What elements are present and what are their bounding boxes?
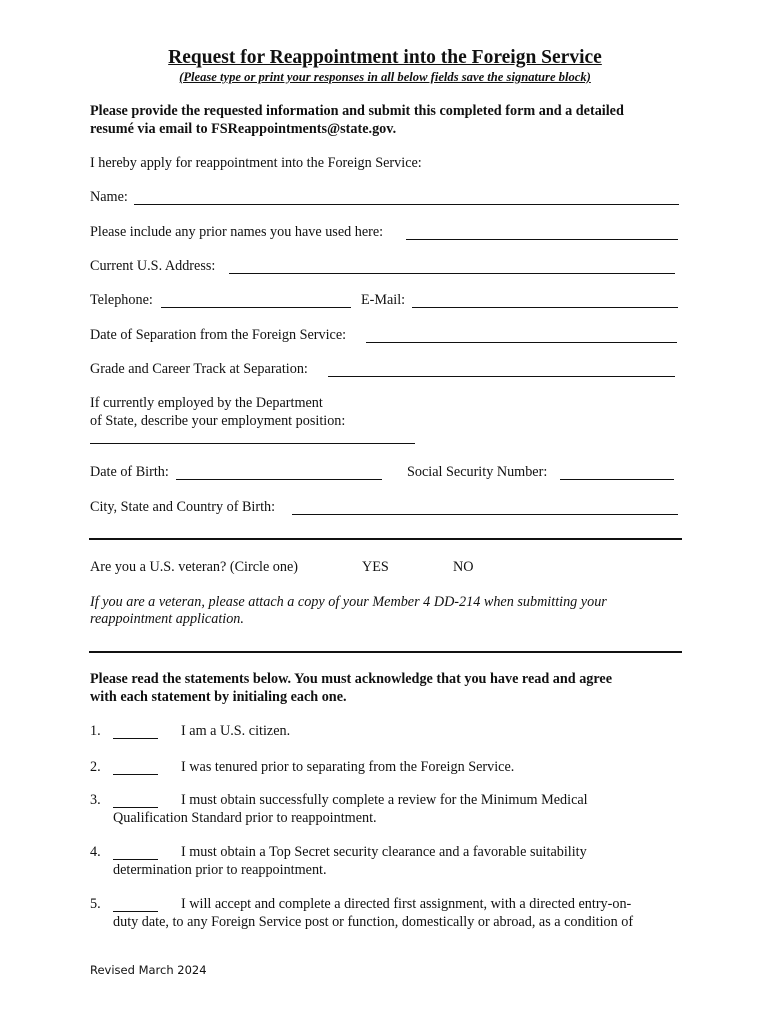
dob-label: Date of Birth: — [90, 464, 169, 480]
email-label: E-Mail: — [361, 292, 406, 308]
grade-track-label: Grade and Career Track at Separation: — [90, 361, 308, 377]
section-divider-1 — [89, 538, 682, 540]
telephone-label: Telephone: — [90, 292, 153, 308]
veteran-note-line-2: reappointment application. — [90, 611, 244, 627]
apply-statement: I hereby apply for reappointment into the Foreign Service: — [90, 155, 422, 171]
employment-label-line-1: If currently employed by the Department — [90, 395, 323, 411]
statement-text-continued: determination prior to reappointment. — [113, 862, 327, 878]
prior-names-label: Please include any prior names you have used here: — [90, 224, 384, 240]
statement-number: 5. — [90, 896, 101, 912]
section-divider-2 — [89, 651, 682, 653]
statement-text: I am a U.S. citizen. — [181, 723, 291, 739]
employment-label-line-2: of State, describe your employment position: — [90, 413, 346, 429]
initial-field[interactable] — [113, 759, 158, 775]
form-subtitle: (Please type or print your responses in all below fields save the signature block) — [179, 70, 591, 84]
telephone-field[interactable] — [161, 307, 351, 308]
statement-text-continued: Qualification Standard prior to reappointment. — [113, 810, 377, 826]
separation-date-label: Date of Separation from the Foreign Service: — [90, 327, 347, 343]
initial-field[interactable] — [113, 896, 158, 912]
grade-track-field[interactable] — [328, 376, 675, 377]
name-field[interactable] — [134, 204, 679, 205]
statements-intro-line-1: Please read the statements below. You must acknowledge that you have read and agree — [90, 671, 613, 687]
veteran-note-line-1: If you are a veteran, please attach a copy of your Member 4 DD-214 when submitting your — [90, 594, 607, 610]
name-label: Name: — [90, 189, 128, 205]
email-field[interactable] — [412, 307, 678, 308]
birthplace-field[interactable] — [292, 514, 678, 515]
statement-number: 3. — [90, 792, 101, 808]
form-title: Request for Reappointment into the Foreign Service — [168, 47, 602, 68]
statement-text: I must obtain a Top Secret security clearance and a favorable suitability — [181, 844, 587, 860]
statement-text-continued: duty date, to any Foreign Service post or function, domestically or abroad, as a condition of — [113, 914, 634, 930]
veteran-no-option[interactable]: NO — [453, 559, 474, 575]
statement-number: 1. — [90, 723, 101, 739]
ssn-label: Social Security Number: — [407, 464, 548, 480]
instructions-line-2: resumé via email to FSReappointments@state.gov. — [90, 121, 397, 137]
address-label: Current U.S. Address: — [90, 258, 216, 274]
statements-intro-line-2: with each statement by initialing each one. — [90, 689, 347, 705]
prior-names-field[interactable] — [406, 239, 678, 240]
dob-field[interactable] — [176, 479, 382, 480]
instructions-line-1: Please provide the requested information and submit this completed form and a detailed — [90, 103, 624, 119]
initial-field[interactable] — [113, 844, 158, 860]
veteran-yes-option[interactable]: YES — [362, 559, 389, 575]
statement-text: I was tenured prior to separating from the Foreign Service. — [181, 759, 515, 775]
veteran-question: Are you a U.S. veteran? (Circle one) — [90, 559, 298, 575]
statement-number: 4. — [90, 844, 101, 860]
initial-field[interactable] — [113, 792, 158, 808]
ssn-field[interactable] — [560, 479, 674, 480]
employment-field[interactable] — [90, 443, 415, 444]
revision-footer: Revised March 2024 — [90, 963, 207, 977]
statement-text: I must obtain successfully complete a review for the Minimum Medical — [181, 792, 588, 808]
address-field[interactable] — [229, 273, 675, 274]
initial-field[interactable] — [113, 723, 158, 739]
statement-text: I will accept and complete a directed first assignment, with a directed entry-on- — [181, 896, 632, 912]
birthplace-label: City, State and Country of Birth: — [90, 499, 276, 515]
separation-date-field[interactable] — [366, 342, 677, 343]
statement-number: 2. — [90, 759, 101, 775]
